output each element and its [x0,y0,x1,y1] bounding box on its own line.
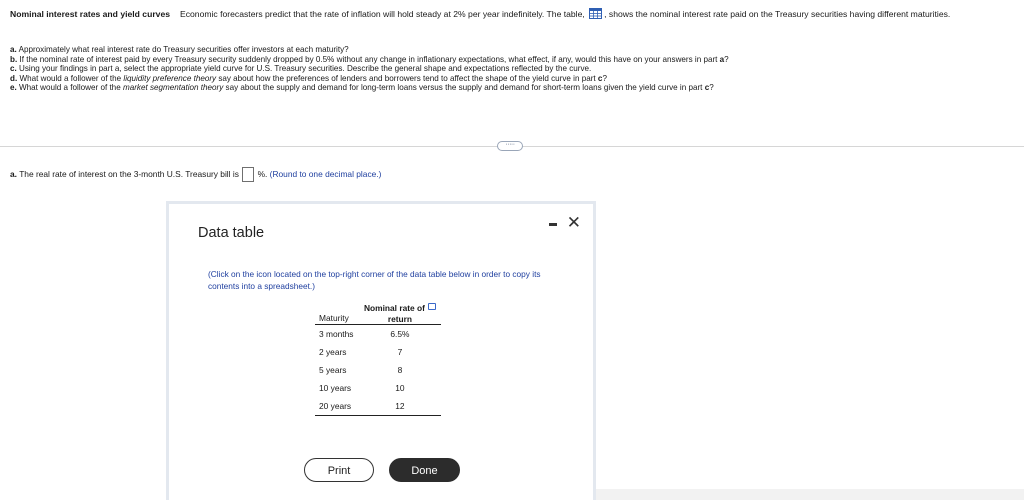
minimize-icon[interactable] [549,223,557,226]
footer-strip [596,489,1024,500]
table-grid-icon[interactable] [589,8,602,19]
table-row: 5 years 8 [319,365,403,375]
header-maturity: Maturity [315,303,359,325]
problem-title: Nominal interest rates and yield curves [10,9,170,19]
done-button[interactable]: Done [389,458,460,482]
intro-text-1: Economic forecasters predict that the rate of inflation will hold steady at 2% per year indefinitely. The table, [180,9,585,19]
table-row: 3 months 6.5% [319,329,410,339]
question-c: c. Using your findings in part a, select the appropriate yield curve for U.S. Treasury securities. Describe the general shape and expectations reflected by the curve. [10,64,592,74]
question-b: b. If the nominal rate of interest paid by every Treasury security suddenly dropped by 0.5% without any change in inflationary expectations, what effect, if any, would this have on your answers in part a? [10,54,729,64]
intro-text-2: , shows the nominal interest rate paid on the Treasury securities having different maturities. [604,9,951,19]
close-icon[interactable]: ✕ [566,213,581,232]
dialog-title: Data table [198,225,265,241]
data-table-dialog [166,201,596,500]
header-nominal-rate: Nominal rate of return [359,303,441,325]
round-hint: (Round to one decimal place.) [269,169,382,179]
question-d: d. What would a follower of the liquidity preference theory say about how the preferences of lenders and borrowers tend to affect the shape of the yield curve in part c? [10,73,607,83]
answer-unit: %. [257,169,268,179]
table-row: 2 years 7 [319,347,403,357]
copy-hint: (Click on the icon located on the top-right corner of the data table below in order to copy its contents into a spreadsheet.) [208,269,541,291]
answer-line [10,167,381,182]
table-header-row [315,303,441,325]
print-button[interactable]: Print [304,458,374,482]
problem-intro [10,7,1010,22]
answer-question-text: The real rate of interest on the 3-month U.S. Treasury bill is [19,169,239,179]
question-e: e. What would a follower of the market segmentation theory say about the supply and demand for long-term loans versus the supply and demand for short-term loans given the yield curve in part c? [10,83,714,93]
table-row: 10 years 10 [319,383,405,393]
answer-label: a. [10,169,17,179]
real-rate-input[interactable] [242,167,254,182]
expand-more-button[interactable]: ····· [497,141,523,151]
question-list [10,45,1010,93]
copy-to-spreadsheet-icon[interactable] [428,303,436,310]
data-table [315,303,441,416]
question-a: a. Approximately what real interest rate do Treasury securities offer investors at each maturity? [10,45,349,54]
table-row: 20 years 12 [315,397,441,416]
